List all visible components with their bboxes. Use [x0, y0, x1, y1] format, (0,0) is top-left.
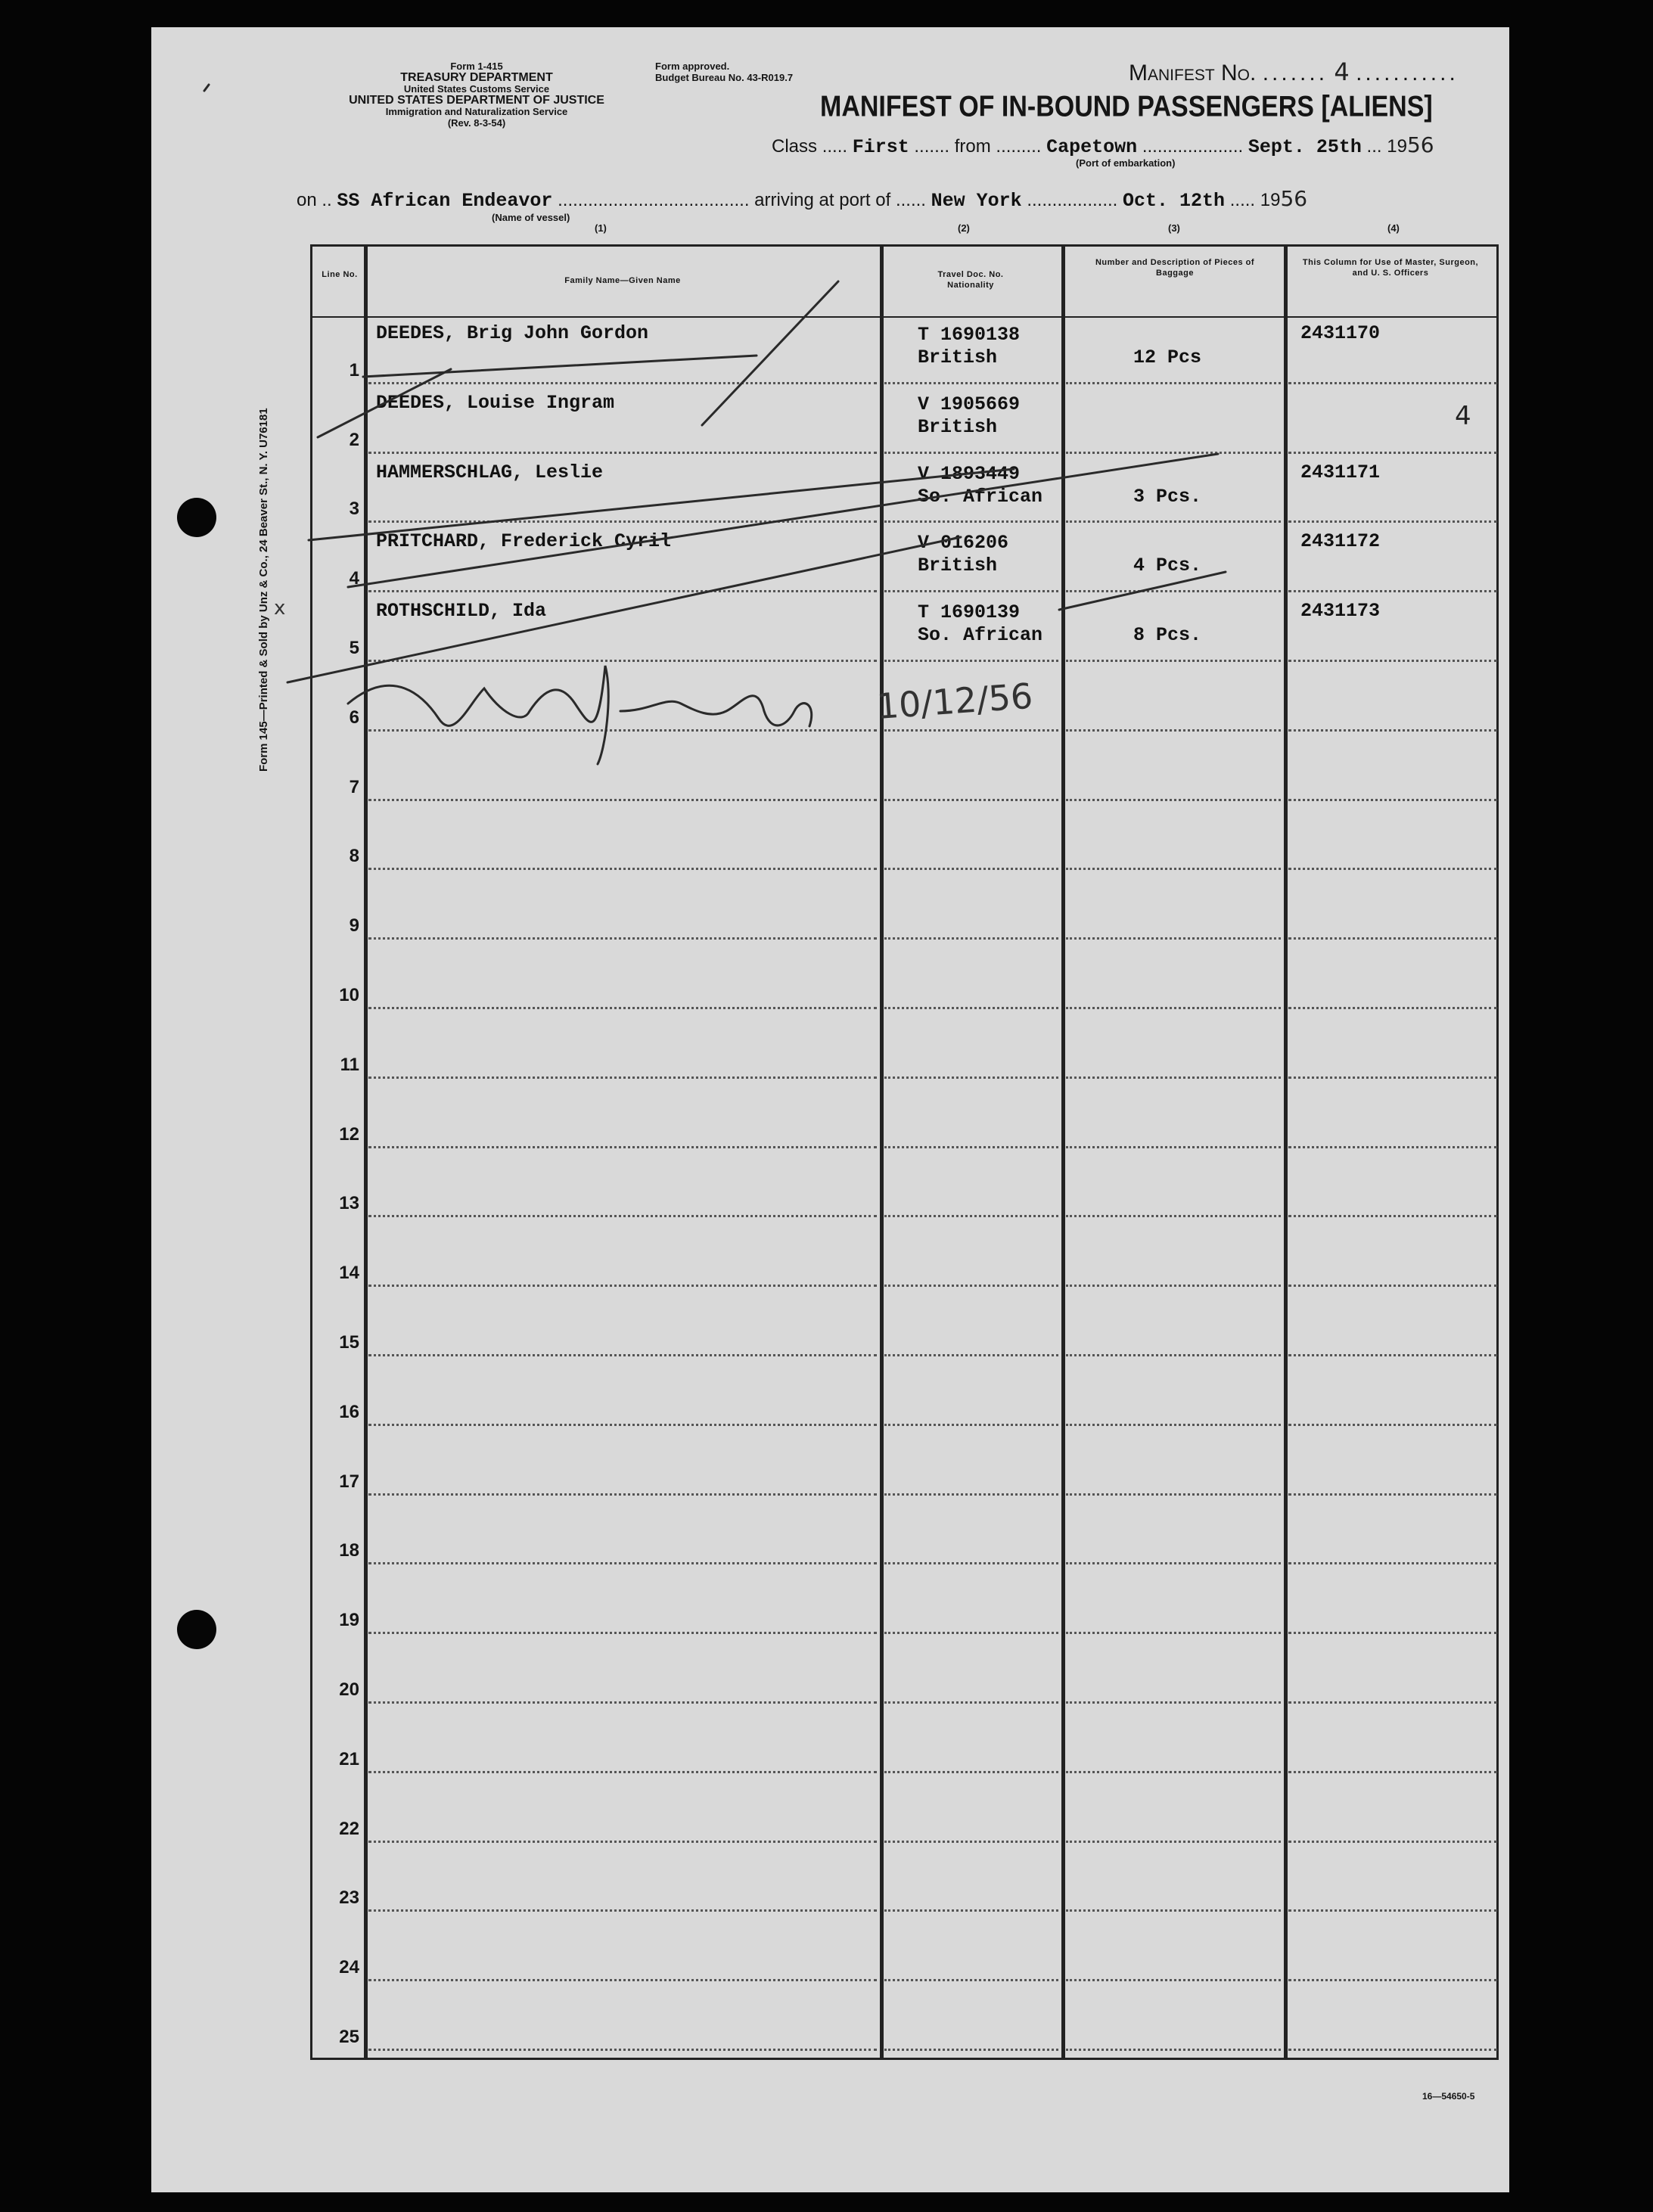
table-row — [312, 871, 1496, 941]
side-print: Form 145—Printed & Sold by Unz & Co., 24 Beaver St., N. Y. U76181 — [257, 408, 270, 772]
line-number: 12 — [339, 1123, 359, 1145]
line-number: 17 — [339, 1471, 359, 1492]
arrival-year: 56 — [1280, 186, 1308, 211]
table-row — [312, 1080, 1496, 1150]
nationality: British — [918, 555, 998, 577]
table-row — [312, 455, 1496, 525]
table-row — [312, 1636, 1496, 1705]
col-num-4: (4) — [1387, 222, 1400, 234]
baggage: 3 Pcs. — [1133, 485, 1202, 508]
vessel-name: SS African Endeavor — [337, 190, 553, 212]
line-number: 16 — [339, 1401, 359, 1422]
table-row — [312, 1219, 1496, 1288]
baggage: 4 Pcs. — [1133, 555, 1202, 577]
table-row — [312, 1705, 1496, 1775]
line-number: 7 — [349, 776, 359, 797]
passenger-name: ROTHSCHILD, Ida — [376, 600, 547, 623]
embark-caption: (Port of embarkation) — [1076, 157, 1176, 169]
col-num-3: (3) — [1168, 222, 1180, 234]
line-number: 9 — [349, 915, 359, 937]
manifest-label: Manifest No. — [1129, 61, 1257, 85]
baggage: 8 Pcs. — [1133, 624, 1202, 647]
official-number: 2431171 — [1300, 461, 1381, 483]
line-number: 15 — [339, 1331, 359, 1353]
table-row — [312, 1288, 1496, 1358]
table-row — [312, 1497, 1496, 1567]
nationality: British — [918, 346, 998, 368]
travel-doc-number: T 1690139 — [918, 601, 1021, 624]
official-number: 2431170 — [1300, 322, 1381, 344]
class-label: Class — [772, 136, 818, 157]
punch-hole-top — [177, 498, 216, 537]
from-label: from — [954, 136, 991, 157]
handwritten-date: 10/12/56 — [875, 675, 1034, 727]
table-row — [312, 1150, 1496, 1219]
col-header-doc: Travel Doc. No. Nationality — [937, 270, 1004, 290]
punch-hole-bottom — [177, 1610, 216, 1649]
baggage: 12 Pcs — [1133, 346, 1202, 368]
travel-doc-number: V 1893449 — [918, 462, 1021, 485]
table-row — [312, 733, 1496, 803]
line-number: 24 — [339, 1957, 359, 1978]
travel-doc-number: T 1690138 — [918, 324, 1021, 346]
form-number: Form 1-415 — [450, 61, 503, 72]
table-row — [312, 316, 1496, 386]
arriving-label: arriving at port of — [754, 190, 891, 210]
col-header-line: Line No. — [322, 270, 358, 279]
treasury-dept: TREASURY DEPARTMENT — [400, 71, 553, 84]
table-row — [312, 1358, 1496, 1428]
nationality: British — [918, 415, 998, 438]
arrival-date: Oct. 12th — [1123, 190, 1226, 212]
table-row — [312, 1011, 1496, 1080]
passenger-name: PRITCHARD, Frederick Cyril — [376, 530, 672, 553]
table-row — [312, 1983, 1496, 2052]
table-row — [312, 1913, 1496, 1983]
table-row — [312, 386, 1496, 455]
official-mark: 4 — [1455, 400, 1471, 431]
table-row — [312, 1844, 1496, 1914]
line-number: 4 — [349, 568, 359, 589]
passenger-table — [310, 244, 1499, 2060]
passenger-name: DEEDES, Louise Ingram — [376, 391, 615, 414]
travel-doc-number: V 1905669 — [918, 393, 1021, 415]
passenger-name: DEEDES, Brig John Gordon — [376, 322, 649, 344]
col-header-officers: This Column for Use of Master, Surgeon, and U. S. Officers — [1302, 258, 1479, 278]
class-line: Class ..... First ....... from ......... Capetown .................... Sept. 25th ... 1956 — [772, 132, 1434, 158]
handwritten-x: x — [274, 597, 286, 620]
table-row — [312, 663, 1496, 733]
embark-port: Capetown — [1046, 136, 1138, 158]
ins-service: Immigration and Naturalization Service — [385, 106, 568, 117]
budget-bureau: Budget Bureau No. 43-R019.7 — [655, 72, 794, 83]
footer-code: 16—54650-5 — [1422, 2091, 1475, 2102]
table-row — [312, 594, 1496, 663]
col-header-baggage: Number and Description of Pieces of Baggage — [1095, 258, 1255, 278]
table-row — [312, 941, 1496, 1011]
revision: (Rev. 8-3-54) — [447, 117, 506, 129]
line-number: 3 — [349, 499, 359, 520]
manifest-number-field: Manifest No. ....... 4 ........... — [1129, 57, 1459, 86]
line-number: 20 — [339, 1679, 359, 1700]
official-number: 2431173 — [1300, 600, 1381, 623]
line-number: 8 — [349, 846, 359, 867]
manifest-value: 4 — [1334, 57, 1350, 86]
depart-year-prefix: 19 — [1387, 136, 1407, 157]
on-label: on — [297, 190, 317, 210]
depart-date: Sept. 25th — [1248, 136, 1362, 158]
customs-service: United States Customs Service — [403, 83, 550, 95]
nationality: So. African — [918, 485, 1043, 508]
line-number: 18 — [339, 1540, 359, 1561]
line-number: 5 — [349, 637, 359, 658]
line-number: 10 — [339, 984, 359, 1005]
travel-doc-number: V 016206 — [918, 532, 1009, 555]
table-row — [312, 1566, 1496, 1636]
line-number: 23 — [339, 1887, 359, 1909]
table-row — [312, 1775, 1496, 1844]
vessel-caption: (Name of vessel) — [492, 212, 570, 223]
table-row — [312, 1428, 1496, 1497]
form-block — [287, 61, 666, 129]
line-number: 2 — [349, 429, 359, 450]
passenger-name: HAMMERSCHLAG, Leslie — [376, 461, 604, 483]
col-header-name: Family Name—Given Name — [564, 276, 681, 285]
vessel-line: on .. SS African Endeavor ...................................... arriving at port of ...... New York .................. Oct. 12th ..... 1956 — [297, 186, 1308, 212]
table-row — [312, 803, 1496, 872]
line-number: 1 — [349, 359, 359, 381]
col-num-2: (2) — [958, 222, 970, 234]
arrival-port: New York — [931, 190, 1022, 212]
page-title: MANIFEST OF IN-BOUND PASSENGERS [ALIENS] — [820, 90, 1433, 123]
depart-year: 56 — [1406, 132, 1434, 157]
table-row — [312, 524, 1496, 594]
approval-block — [655, 61, 793, 83]
line-number: 21 — [339, 1748, 359, 1769]
line-number: 13 — [339, 1193, 359, 1214]
arrival-year-prefix: 19 — [1260, 190, 1281, 210]
form-approved: Form approved. — [655, 61, 730, 72]
line-number: 22 — [339, 1818, 359, 1839]
line-number: 19 — [339, 1610, 359, 1631]
justice-dept: UNITED STATES DEPARTMENT OF JUSTICE — [349, 94, 604, 107]
line-number: 11 — [340, 1054, 359, 1075]
line-number: 6 — [349, 707, 359, 728]
line-number: 14 — [339, 1263, 359, 1284]
nationality: So. African — [918, 624, 1043, 647]
official-number: 2431172 — [1300, 530, 1381, 553]
class-value: First — [852, 136, 909, 158]
col-num-1: (1) — [595, 222, 607, 234]
line-number: 25 — [339, 2026, 359, 2047]
